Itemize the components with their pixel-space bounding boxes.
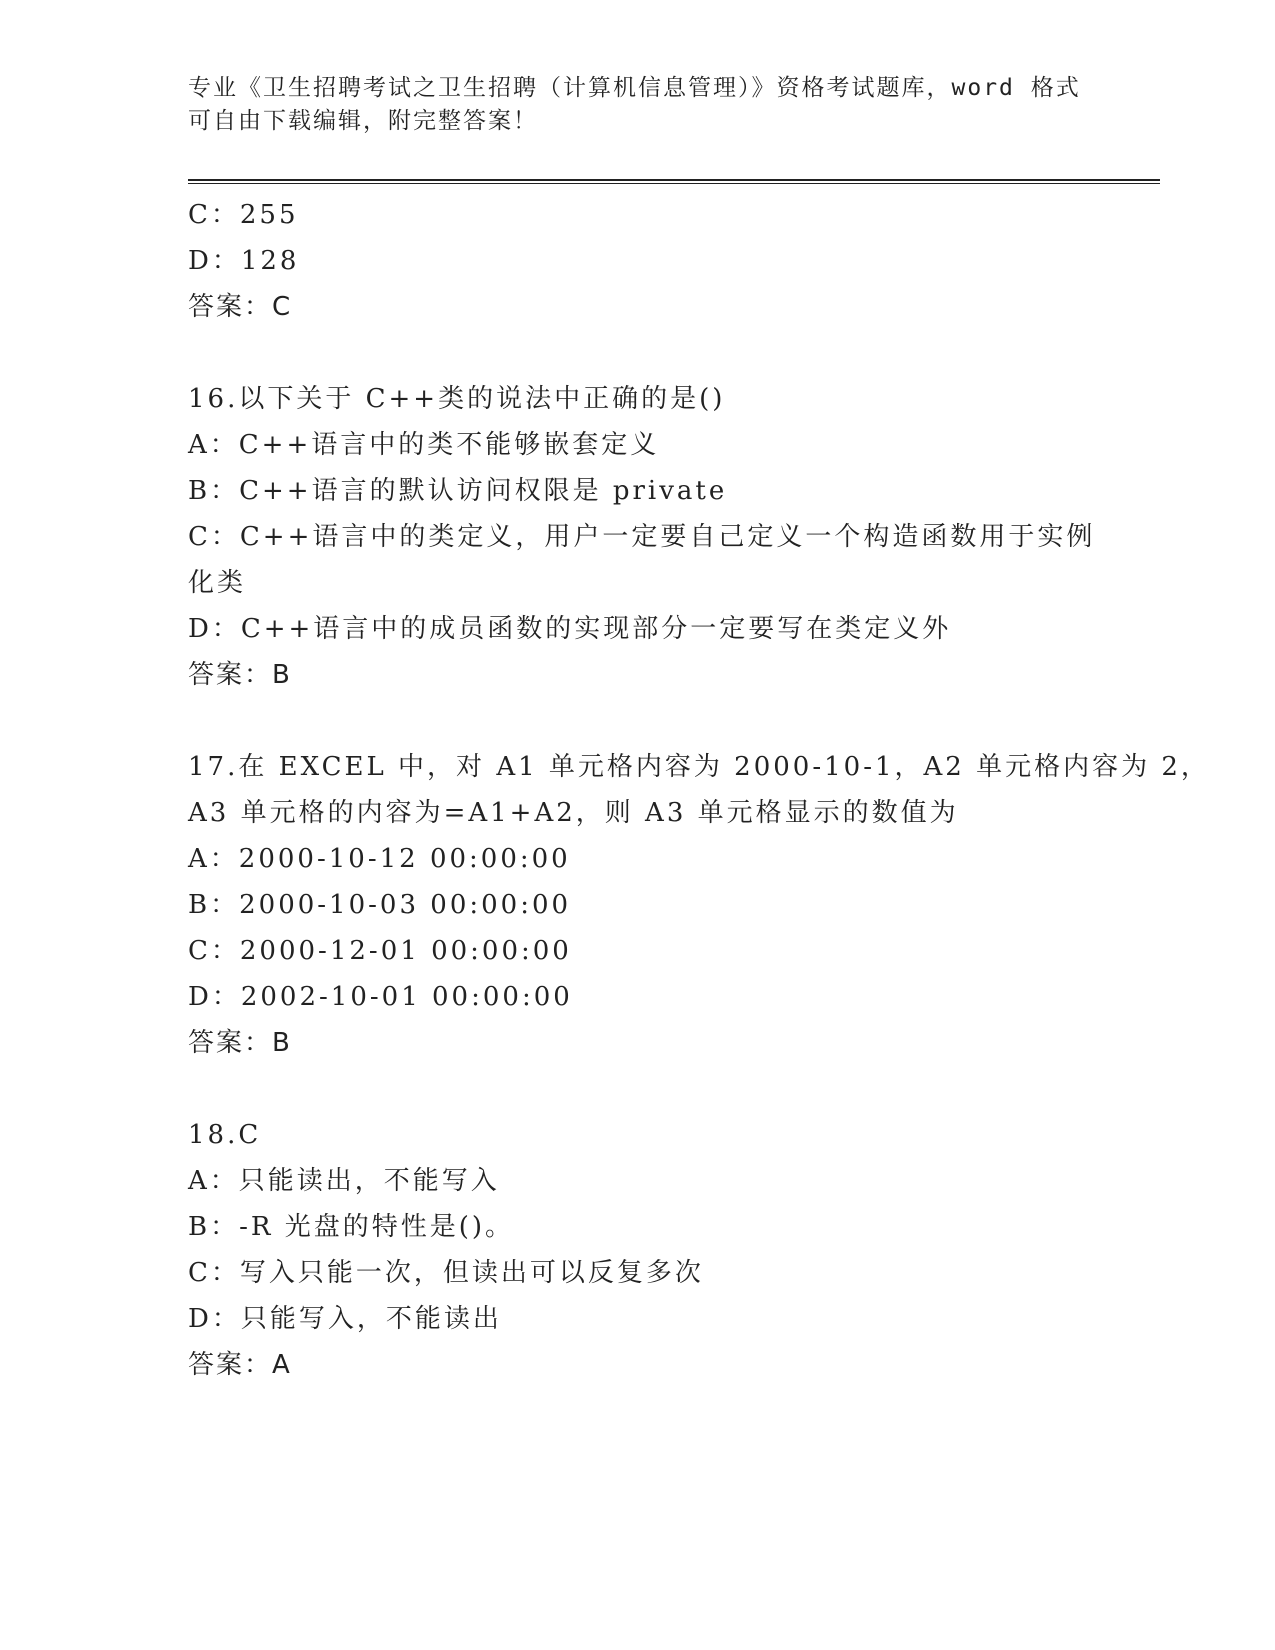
header-line-2: 可自由下载编辑，附完整答案！ [188,108,538,134]
option-a: A：只能读出，不能写入 [188,1166,500,1196]
option-c-continued: 化类 [188,568,247,598]
question-stem: 17.在 EXCEL 中，对 A1 单元格内容为 2000-10-1，A2 单元格内容为 2， [188,752,1210,782]
option-c: C：255 [188,200,299,230]
answer-line: 答案：B [188,1028,292,1058]
header-divider [188,179,1160,184]
option-b: B：2000-10-03 00:00:00 [188,890,572,920]
option-c: C：C++语言中的类定义，用户一定要自己定义一个构造函数用于实例 [188,522,1096,552]
option-b: B：-R 光盘的特性是()。 [188,1212,515,1242]
option-d: D：2002-10-01 00:00:00 [188,982,573,1012]
option-d: D：只能写入，不能读出 [188,1304,502,1334]
header-line-1: 专业《卫生招聘考试之卫生招聘（计算机信息管理）》资格考试题库，word 格式 [188,75,1081,101]
answer-line: 答案：C [188,292,293,322]
answer-line: 答案：A [188,1350,292,1380]
answer-line: 答案：B [188,660,292,690]
option-b: B：C++语言的默认访问权限是 private [188,476,728,506]
question-stem: 18.C [188,1120,262,1150]
option-c: C：写入只能一次，但读出可以反复多次 [188,1258,704,1288]
option-c: C：2000-12-01 00:00:00 [188,936,572,966]
question-stem-continued: A3 单元格的内容为=A1+A2，则 A3 单元格显示的数值为 [188,798,959,828]
question-stem: 16.以下关于 C++类的说法中正确的是() [188,384,726,414]
option-a: A：C++语言中的类不能够嵌套定义 [188,430,660,460]
document-body [188,192,1210,1388]
option-a: A：2000-10-12 00:00:00 [188,844,571,874]
option-d: D：C++语言中的成员函数的实现部分一定要写在类定义外 [188,614,952,644]
option-d: D：128 [188,246,300,276]
document-header [188,72,1088,138]
